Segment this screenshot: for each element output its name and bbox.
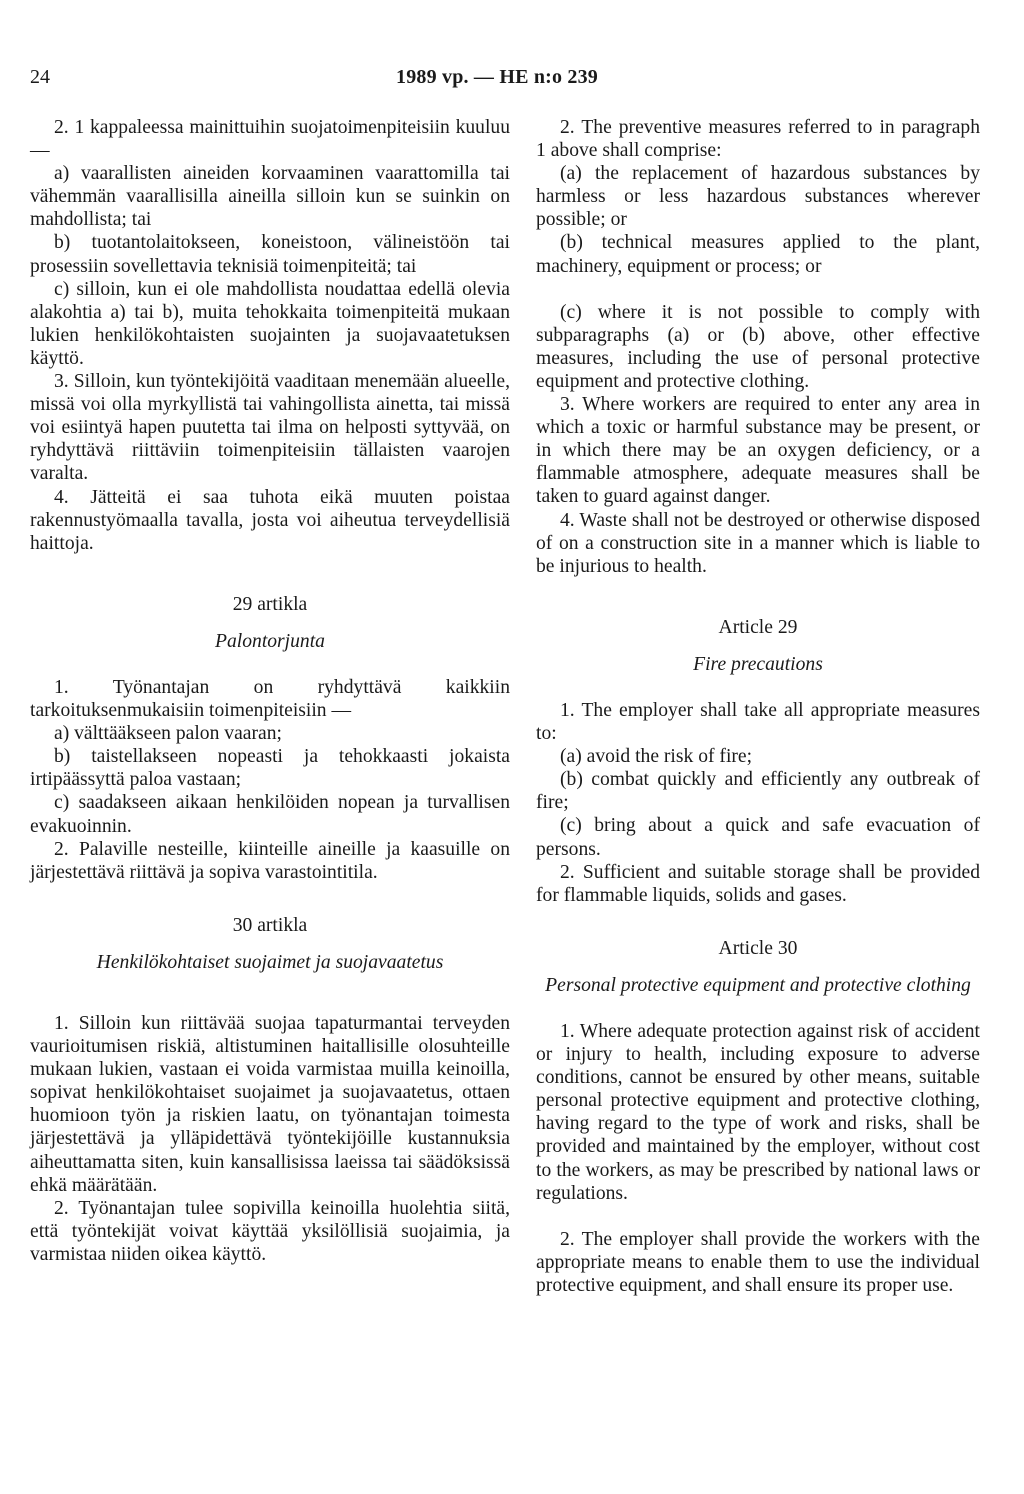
fi-art29-para-1-b: b) taistellakseen nopeasti ja tehokkaasti jokaista irtipäässyttä paloa vastaan; [30, 746, 510, 791]
en-article-30-number: Article 30 [718, 937, 798, 959]
en-art30-para-1: 1. Where adequate protection against risk of accident or injury to health, including exposure to adverse conditions, cannot be ensured by other means, suitable personal protective equipment and protective clothing, having regard to the type of work and risks, shall be provided and maintained by the employer, without cost to the workers, as may be prescribed by national laws or regulations. [536, 1021, 980, 1204]
en-art29-para-1-a: (a) avoid the risk of fire; [560, 746, 753, 768]
fi-art29-para-2: 2. Palaville nesteille, kiinteille aineille ja kaasuille on järjestettävä riittävä ja sopiva varastointitila. [30, 838, 510, 883]
fi-article-29-number: 29 artikla [232, 593, 308, 615]
fi-para-2-c: c) silloin, kun ei ole mahdollista noudattaa edellä olevia alakohtia a) tai b), muita tehokkaita toimenpiteitä mukaan lukien henkilökohtaisten suojainten ja suojavaatetuksen käyttö. [30, 278, 510, 369]
en-para-2-a: (a) the replacement of hazardous substances by harmless or less hazardous substances wherever possible; or [536, 163, 980, 231]
en-article-29-number: Article 29 [718, 616, 798, 638]
fi-para-2-b: b) tuotantolaitokseen, koneistoon, välineistöön tai prosessiin sovellettavia teknisiä toimenpiteitä; tai [30, 232, 510, 277]
fi-article-30-title: Henkilökohtaiset suojaimet ja suojavaatetus [96, 951, 444, 973]
en-art29-para-1-b: (b) combat quickly and efficiently any outbreak of fire; [536, 769, 980, 814]
fi-art29-para-1-a: a) välttääkseen palon vaaran; [54, 723, 282, 745]
en-art30-para-2: 2. The employer shall provide the workers with the appropriate means to enable them to use the individual protective equipment, and shall ensure its proper use. [536, 1228, 980, 1296]
en-para-2-c: (c) where it is not possible to comply with subparagraphs (a) or (b) above, other effective measures, including the use of personal protective equipment and protective clothing. [536, 301, 980, 392]
en-para-3: 3. Where workers are required to enter any area in which a toxic or harmful substance may be present, or in which there may be an oxygen deficiency, or a flammable atmosphere, adequate measures shall be taken to guard against danger. [536, 394, 980, 508]
fi-article-30-number: 30 artikla [232, 914, 308, 936]
en-art29-para-2: 2. Sufficient and suitable storage shall be provided for flammable liquids, solids and gases. [536, 861, 980, 906]
en-article-30-title: Personal protective equipment and protective clothing [545, 974, 971, 996]
fi-para-3: 3. Silloin, kun työntekijöitä vaaditaan menemään alueelle, missä voi olla myrkyllistä tai vahingollista ainetta, tai missä voi esiintyä hapen puutetta tai ilma on helposti syttyvää, on ryhdyttävä riittäviin toimenpiteisiin tällaisten vaarojen varalta. [30, 371, 510, 485]
fi-art29-para-1-c: c) saadakseen aikaan henkilöiden nopean ja turvallisen evakuoinnin. [30, 792, 510, 837]
fi-para-2-intro: 2. 1 kappaleessa mainittuihin suojatoimenpiteisiin kuuluu — [30, 117, 510, 162]
fi-article-29-title: Palontorjunta [215, 630, 325, 652]
english-column [536, 116, 980, 1297]
fi-art30-para-1: 1. Silloin kun riittävää suojaa tapaturmantai terveyden vaurioitumisen riskiä, altistuminen haitallisille olosuhteille mukaan lukien, vastaan ei voida varmistaa muilla keinoilla, sopivat henkilökohtaiset suojaimet ja suojavaatetus, ottaen huomioon työn ja riskien laatu, on työnantajan toimesta järjestettävä ja ylläpidettävä työntekijöille kustannuksia aiheuttamatta siten, kuin kansallisissa laeissa tai säädöksissä ehkä määrätään. [30, 1013, 510, 1196]
en-para-4: 4. Waste shall not be destroyed or otherwise disposed of on a construction site in a manner which is liable to be injurious to health. [536, 509, 980, 577]
en-para-2-b: (b) technical measures applied to the plant, machinery, equipment or process; or [536, 232, 980, 277]
finnish-column [30, 116, 510, 1266]
en-art29-para-1-c: (c) bring about a quick and safe evacuation of persons. [536, 815, 980, 860]
page-number: 24 [30, 66, 50, 88]
running-head: 1989 vp. — HE n:o 239 [396, 66, 599, 88]
fi-para-4: 4. Jätteitä ei saa tuhota eikä muuten poistaa rakennustyömaalla tavalla, josta voi aiheutua terveydellisiä haittoja. [30, 486, 510, 554]
fi-art30-para-2: 2. Työnantajan tulee sopivilla keinoilla huolehtia siitä, että työntekijät voivat käyttää yksilöllisiä suojaimia, ja varmistaa niiden oikea käyttö. [30, 1197, 510, 1265]
fi-art29-para-1: 1. Työnantajan on ryhdyttävä kaikkiin tarkoituksenmukaisiin toimenpiteisiin — [30, 676, 510, 722]
en-article-29-title: Fire precautions [693, 653, 823, 675]
fi-para-2-a: a) vaarallisten aineiden korvaaminen vaarattomilla tai vähemmän vaarallisilla aineilla silloin kun se suinkin on mahdollista; tai [30, 163, 510, 231]
en-art29-para-1: 1. The employer shall take all appropriate measures to: [536, 699, 980, 745]
en-para-2-intro: 2. The preventive measures referred to in paragraph 1 above shall comprise: [536, 117, 980, 162]
